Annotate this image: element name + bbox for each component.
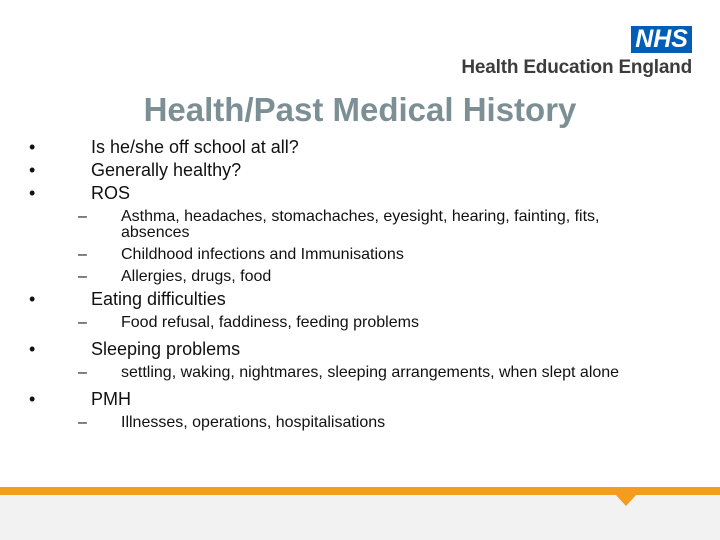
organisation-name: Health Education England <box>461 57 692 78</box>
accent-bar <box>0 487 720 495</box>
bullet-item <box>0 136 700 159</box>
bullet-item <box>0 288 700 311</box>
bullet-text: Sleeping problems <box>91 339 241 359</box>
bullet-list <box>0 136 700 437</box>
bullet-text: PMH <box>91 389 131 409</box>
bullet-item <box>0 182 700 205</box>
sub-item <box>0 269 700 285</box>
dash-icon: – <box>78 414 87 431</box>
nhs-logo: NHS <box>631 26 692 53</box>
sub-item <box>0 247 700 263</box>
sub-text: settling, waking, nightmares, sleeping arrangements, when slept alone <box>121 364 620 381</box>
bullet-text: Generally healthy? <box>91 160 242 180</box>
dash-icon: – <box>78 268 87 285</box>
bullet-icon: • <box>29 339 36 359</box>
bullet-icon: • <box>29 289 36 309</box>
bullet-icon: • <box>29 183 36 203</box>
sub-item <box>0 209 700 241</box>
bullet-item <box>0 159 700 182</box>
sub-item <box>0 315 700 331</box>
dash-icon: – <box>78 246 87 263</box>
sub-text: Childhood infections and Immunisations <box>121 246 404 263</box>
sub-text: Food refusal, faddiness, feeding problems <box>121 314 419 331</box>
bullet-text: ROS <box>91 183 131 203</box>
accent-notch <box>615 494 637 506</box>
slide-title: Health/Past Medical History <box>143 91 577 128</box>
sub-item <box>0 415 700 431</box>
sub-item <box>0 365 700 381</box>
bullet-icon: • <box>29 137 36 157</box>
sub-text: Allergies, drugs, food <box>121 268 272 285</box>
dash-icon: – <box>78 208 87 225</box>
bullet-item <box>0 338 700 361</box>
dash-icon: – <box>78 364 87 381</box>
sub-text: Asthma, headaches, stomachaches, eyesight, hearing, fainting, fits, absences <box>121 208 600 241</box>
bullet-icon: • <box>29 389 36 409</box>
bullet-icon: • <box>29 160 36 180</box>
footer-band <box>0 495 720 540</box>
sub-text: Illnesses, operations, hospitalisations <box>121 414 386 431</box>
bullet-text: Eating difficulties <box>91 289 226 309</box>
logo <box>461 26 692 79</box>
dash-icon: – <box>78 314 87 331</box>
bullet-item <box>0 388 700 411</box>
bullet-text: Is he/she off school at all? <box>91 137 299 157</box>
